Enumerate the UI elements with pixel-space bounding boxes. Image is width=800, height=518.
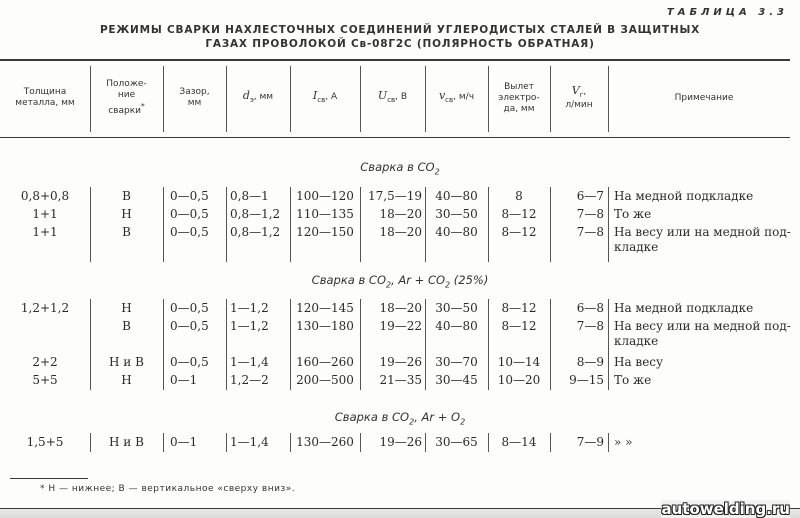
title-line-1: РЕЖИМЫ СВАРКИ НАХЛЕСТОЧНЫХ СОЕДИНЕНИЙ УГЛЕРОДИСТЫХ СТАЛЕЙ В ЗАЩИТНЫХ bbox=[99, 24, 701, 36]
cell-stickout: 10—20 bbox=[497, 373, 541, 387]
cell-stickout: 8 bbox=[515, 189, 523, 203]
cell-voltage: 19—26 bbox=[379, 355, 422, 369]
cell-gap: 0—1 bbox=[170, 435, 198, 449]
cell-gas: 7—9 bbox=[576, 435, 604, 449]
section-title-co2-ar-o2: Сварка в $CO_2$, $Ar + O_2$ bbox=[334, 410, 466, 427]
cell-gas: 8—9 bbox=[576, 355, 604, 369]
cell-stickout: 8—12 bbox=[501, 301, 537, 315]
cell-position: В bbox=[122, 225, 131, 239]
cell-stickout: 8—12 bbox=[501, 319, 537, 333]
cell-gas: 9—15 bbox=[569, 373, 604, 387]
cell-speed: 40—80 bbox=[435, 225, 478, 239]
cell-gas: 6—7 bbox=[576, 189, 604, 203]
cell-de: 0,8—1,2 bbox=[230, 207, 281, 221]
cell-speed: 30—50 bbox=[435, 207, 478, 221]
cell-voltage: 19—22 bbox=[379, 319, 422, 333]
cell-de: 1—1,2 bbox=[230, 319, 269, 333]
cell-thickness: 1+1 bbox=[32, 225, 58, 239]
table-number: ТАБЛИЦА 3.3 bbox=[666, 7, 788, 18]
header-current: $I_{св}$, А bbox=[312, 89, 338, 104]
cell-current: 120—150 bbox=[296, 225, 354, 239]
cell-thickness: 1+1 bbox=[32, 207, 58, 221]
table-title bbox=[40, 23, 760, 51]
cell-gas: 7—8 bbox=[576, 319, 604, 333]
header-gap: Зазор, мм bbox=[179, 87, 210, 108]
header-column-divider bbox=[226, 66, 227, 132]
body-column-divider bbox=[608, 433, 609, 452]
cell-gap: 0—1 bbox=[170, 373, 198, 387]
cell-speed: 30—65 bbox=[435, 435, 478, 449]
cell-thickness: 1,2+1,2 bbox=[20, 301, 70, 315]
cell-de: 1,2—2 bbox=[230, 373, 269, 387]
footnote: * Н — нижнее; В — вертикальное «сверху вниз». bbox=[40, 484, 296, 494]
cell-note: То же bbox=[614, 207, 652, 221]
cell-speed: 40—80 bbox=[435, 189, 478, 203]
header-column-divider bbox=[290, 66, 291, 132]
header-stickout: Вылет электро- да, мм bbox=[498, 81, 540, 114]
header-column-divider bbox=[608, 66, 609, 132]
top-rule bbox=[0, 59, 790, 61]
body-column-divider bbox=[163, 433, 164, 452]
cell-note: То же bbox=[614, 373, 652, 387]
header-gas-flow: $V_г$, л/мин bbox=[565, 83, 593, 111]
body-column-divider bbox=[608, 299, 609, 390]
cell-speed: 30—50 bbox=[435, 301, 478, 315]
cell-note: На медной подкладке bbox=[614, 189, 754, 203]
cell-position: Н bbox=[121, 207, 132, 221]
cell-speed: 30—70 bbox=[435, 355, 478, 369]
cell-current: 130—260 bbox=[296, 435, 354, 449]
cell-gas: 6—8 bbox=[576, 301, 604, 315]
cell-current: 100—120 bbox=[296, 189, 354, 203]
cell-position: Н и В bbox=[109, 435, 144, 449]
header-column-divider bbox=[90, 66, 91, 132]
cell-stickout: 8—12 bbox=[501, 225, 537, 239]
cell-stickout: 8—14 bbox=[501, 435, 537, 449]
cell-speed: 40—80 bbox=[435, 319, 478, 333]
header-rule bbox=[0, 137, 790, 138]
header-column-divider bbox=[550, 66, 551, 132]
title-line-2: ГАЗАХ ПРОВОЛОКОЙ Св-08Г2С (ПОЛЯРНОСТЬ ОБРАТНАЯ) bbox=[205, 38, 595, 50]
cell-voltage: 19—26 bbox=[379, 435, 422, 449]
cell-gas: 7—8 bbox=[576, 225, 604, 239]
cell-position: Н и В bbox=[109, 355, 144, 369]
footnote-rule bbox=[10, 478, 88, 479]
cell-stickout: 10—14 bbox=[497, 355, 541, 369]
cell-note: На весу bbox=[614, 355, 664, 369]
cell-voltage: 18—20 bbox=[379, 225, 422, 239]
cell-voltage: 18—20 bbox=[379, 207, 422, 221]
section-title-co2-ar-co2: Сварка в $CO_2$, $Ar + CO_2$ (25%) bbox=[311, 273, 489, 290]
header-position: Положе- ние сварки* bbox=[106, 79, 147, 116]
cell-current: 130—180 bbox=[296, 319, 354, 333]
cell-gap: 0—0,5 bbox=[170, 189, 209, 203]
header-thickness: Толщина металла, мм bbox=[15, 87, 75, 108]
body-column-divider bbox=[226, 299, 227, 390]
cell-gas: 7—8 bbox=[576, 207, 604, 221]
cell-thickness: 5+5 bbox=[32, 373, 58, 387]
body-column-divider bbox=[226, 187, 227, 262]
cell-gap: 0—0,5 bbox=[170, 355, 209, 369]
cell-current: 120—145 bbox=[296, 301, 354, 315]
header-note: Примечание bbox=[674, 92, 734, 103]
cell-de: 0,8—1,2 bbox=[230, 225, 281, 239]
header-voltage: $U_{св}$, В bbox=[377, 89, 408, 104]
cell-stickout: 8—12 bbox=[501, 207, 537, 221]
cell-thickness: 0,8+0,8 bbox=[20, 189, 70, 203]
cell-gap: 0—0,5 bbox=[170, 301, 209, 315]
cell-current: 110—135 bbox=[296, 207, 354, 221]
cell-position: В bbox=[122, 319, 131, 333]
cell-note: » » bbox=[614, 435, 633, 449]
cell-voltage: 21—35 bbox=[379, 373, 422, 387]
header-column-divider bbox=[488, 66, 489, 132]
cell-thickness: 2+2 bbox=[32, 355, 58, 369]
cell-gap: 0—0,5 bbox=[170, 207, 209, 221]
header-speed: $v_{св}$, м/ч bbox=[438, 89, 475, 104]
body-column-divider bbox=[608, 187, 609, 262]
cell-de: 0,8—1 bbox=[230, 189, 269, 203]
cell-position: Н bbox=[121, 373, 132, 387]
watermark: autowelding.ru bbox=[661, 500, 790, 518]
cell-note: На медной подкладке bbox=[614, 301, 754, 315]
cell-de: 1—1,4 bbox=[230, 355, 269, 369]
cell-note: На весу или на медной под-кладке bbox=[614, 319, 791, 348]
cell-position: Н bbox=[121, 301, 132, 315]
cell-de: 1—1,4 bbox=[230, 435, 269, 449]
cell-de: 1—1,2 bbox=[230, 301, 269, 315]
cell-thickness: 1,5+5 bbox=[26, 435, 64, 449]
cell-speed: 30—45 bbox=[435, 373, 478, 387]
cell-position: В bbox=[122, 189, 131, 203]
section-title-co2: Сварка в $CO_2$ bbox=[360, 160, 440, 177]
cell-voltage: 18—20 bbox=[379, 301, 422, 315]
body-column-divider bbox=[163, 299, 164, 390]
cell-note: На весу или на медной под-кладке bbox=[614, 225, 791, 254]
body-column-divider bbox=[226, 433, 227, 452]
cell-voltage: 17,5—19 bbox=[368, 189, 422, 203]
cell-current: 200—500 bbox=[296, 373, 354, 387]
cell-gap: 0—0,5 bbox=[170, 225, 209, 239]
header-column-divider bbox=[163, 66, 164, 132]
header-electrode-diameter: $d_э$, мм bbox=[242, 89, 274, 104]
header-column-divider bbox=[360, 66, 361, 132]
cell-gap: 0—0,5 bbox=[170, 319, 209, 333]
header-column-divider bbox=[425, 66, 426, 132]
body-column-divider bbox=[163, 187, 164, 262]
cell-current: 160—260 bbox=[296, 355, 354, 369]
